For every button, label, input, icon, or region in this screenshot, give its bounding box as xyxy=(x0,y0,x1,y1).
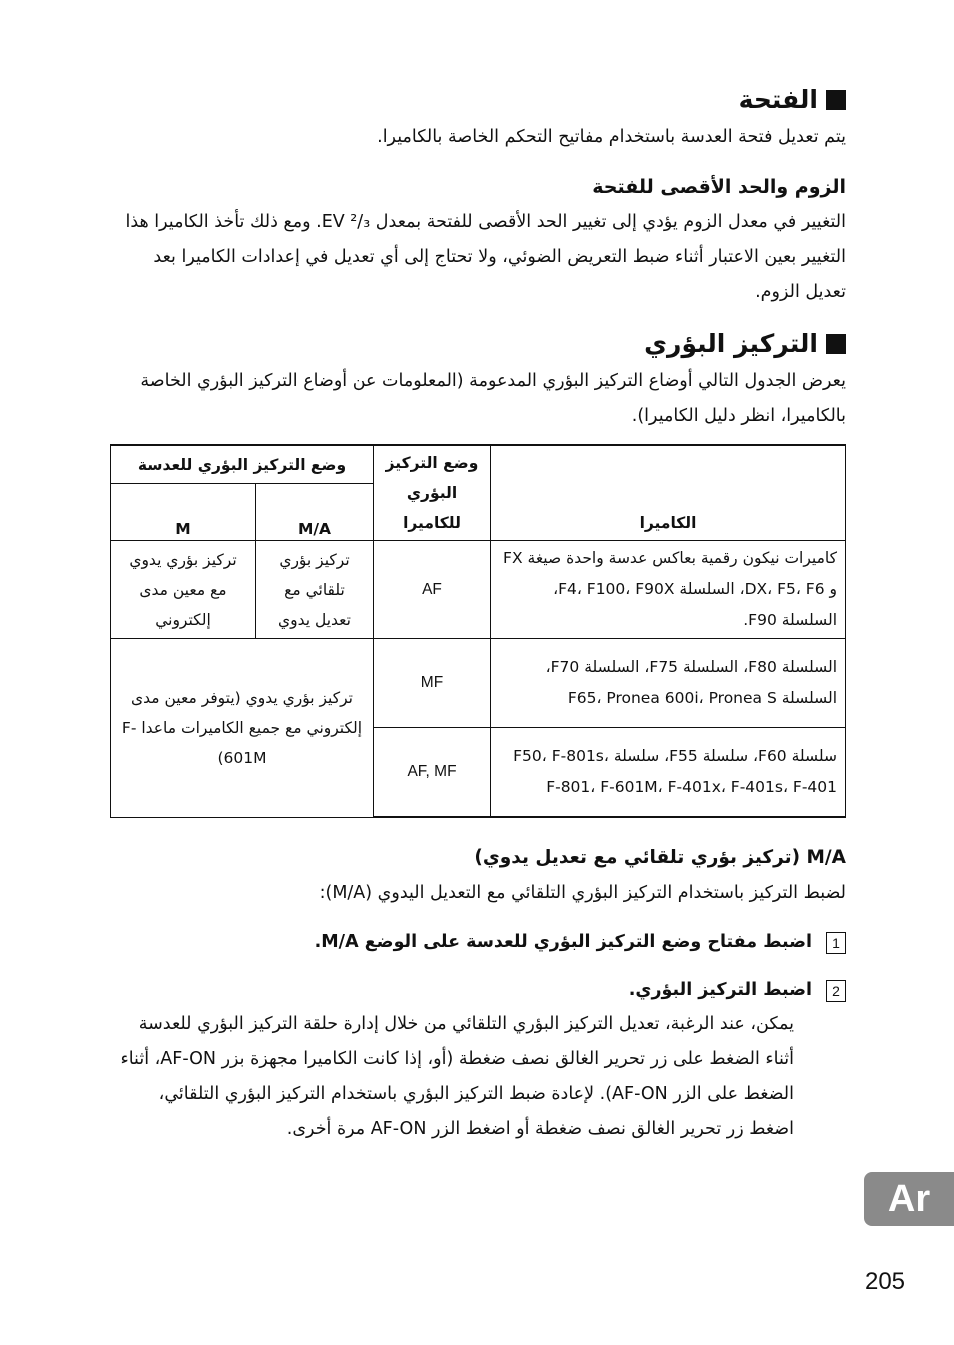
page-number: 205 xyxy=(864,1268,906,1295)
row1-ma: تركيز بؤري تلقائي مع تعديل يدوي xyxy=(255,541,373,639)
step-1 xyxy=(110,925,846,959)
col-lens-mode: وضع التركيز البؤري للعدسة xyxy=(111,445,374,484)
focus-modes-table xyxy=(110,444,846,818)
focus-title: التركيز البؤري xyxy=(644,329,818,358)
step1-text: اضبط مفتاح وضع التركيز البؤري للعدسة على الوضع M/A. xyxy=(314,932,812,952)
row2-mode: MF xyxy=(374,639,491,728)
aperture-intro: يتم تعديل فتحة العدسة باستخدام مفاتيح التحكم الخاصة بالكاميرا. xyxy=(377,127,846,147)
ma-title: M/A (تركيز بؤري تلقائي مع تعديل يدوي) xyxy=(474,847,846,868)
step2-text: اضبط التركيز البؤري. xyxy=(628,980,812,1000)
row3-mode: AF, MF xyxy=(374,728,491,818)
row1-camera: كاميرات نيكون رقمية بعاكس عدسة واحدة صيغة FX و DX، F5، F6، السلسلة F4، F100، F90X، السلسلة F90. xyxy=(491,541,846,639)
row3-camera: سلسلة F60، سلسلة F55، سلسلة F50، F-801s، F-801، F-601M، F-401x، F-401s، F-401 xyxy=(491,728,846,818)
table-row xyxy=(111,639,846,728)
aperture-title: الفتحة xyxy=(738,85,818,114)
step2-body: يمكن، عند الرغبة، تعديل التركيز البؤري التلقائي من خلال إدارة حلقة التركيز البؤري للعدسة أثناء الضغط على زر تحرير الغالق نصف ضغطة (أو، إذا كانت الكاميرا مجهزة بزر AF-ON، أثناء الضغط على الزر AF-ON). لإعادة ضبط التركيز البؤري باستخدام التركيز البؤري التلقائي، اضغط زر تحرير الغالق نصف ضغطة أو اضغط الزر AF-ON مرة أخرى. xyxy=(120,1014,794,1139)
step-number-box: 1 xyxy=(826,932,846,954)
row1-m: تركيز بؤري يدوي مع معين مدى إلكتروني xyxy=(111,541,256,639)
row1-mode: AF xyxy=(374,541,491,639)
focus-heading xyxy=(110,324,846,364)
focus-intro: يعرض الجدول التالي أوضاع التركيز البؤري المدعومة (المعلومات عن أوضاع التركيز البؤري الخاصة بالكاميرا، انظر دليل الكاميرا). xyxy=(140,371,846,426)
ma-intro: لضبط التركيز باستخدام التركيز البؤري التلقائي مع التعديل اليدوي (M/A): xyxy=(319,883,846,903)
col-camera: الكاميرا xyxy=(491,445,846,541)
page-content xyxy=(110,80,846,1147)
table-row xyxy=(111,541,846,639)
col-camera-mode: وضع التركيز البؤري للكاميرا xyxy=(374,445,491,541)
square-bullet-icon xyxy=(826,334,846,354)
aperture-heading xyxy=(110,80,846,120)
language-tab: Ar xyxy=(864,1172,954,1226)
row2-camera: السلسلة F80، السلسلة F75، السلسلة F70، السلسلة F65، Pronea 600i، Pronea S xyxy=(491,639,846,728)
zoom-subtitle: الزوم والحد الأقصى للفتحة xyxy=(592,176,846,198)
col-m: M xyxy=(111,484,256,541)
zoom-paragraph: التغيير في معدل الزوم يؤدي إلى تغيير الحد الأقصى للفتحة بمعدل ²/₃ EV. ومع ذلك تأخذ الكاميرا هذا التغيير بعين الاعتبار أثناء ضبط التعريض الضوئي، ولا تحتاج إلى أي تعديل في إعدادات الكاميرا بعد تعديل الزوم. xyxy=(125,212,846,302)
col-ma: M/A xyxy=(255,484,373,541)
square-bullet-icon xyxy=(826,90,846,110)
step-number-box: 2 xyxy=(826,980,846,1002)
manual-focus-merged: تركيز بؤري يدوي (يتوفر معين مدى إلكتروني مع جميع الكاميرات ماعدا F-601M) xyxy=(111,639,374,818)
step-2 xyxy=(110,973,846,1007)
